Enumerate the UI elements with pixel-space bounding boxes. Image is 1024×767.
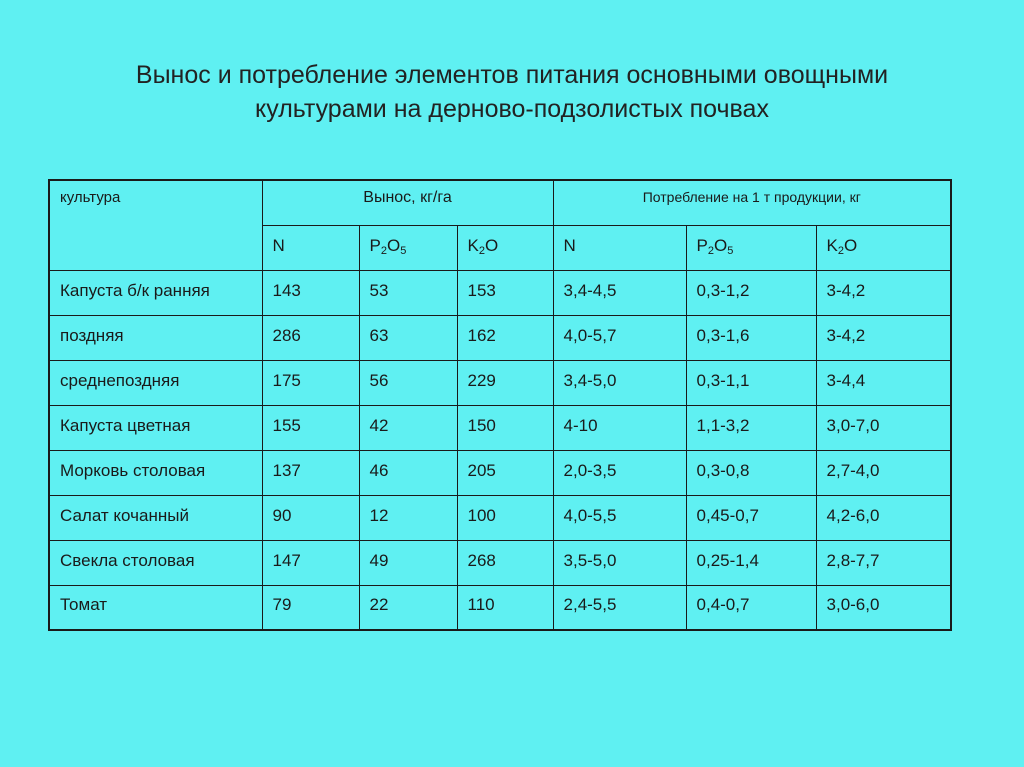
- table-row: [49, 360, 951, 405]
- cell-removal-n: 79: [262, 585, 359, 630]
- cell-consumption-p2o5: 0,3-0,8: [686, 450, 816, 495]
- cell-consumption-n: 3,4-5,0: [553, 360, 686, 405]
- header-crop: культура: [49, 180, 262, 270]
- cell-crop: Морковь столовая: [49, 450, 262, 495]
- cell-consumption-n: 4-10: [553, 405, 686, 450]
- cell-removal-p2o5: 56: [359, 360, 457, 405]
- cell-consumption-n: 3,4-4,5: [553, 270, 686, 315]
- cell-removal-k2o: 110: [457, 585, 553, 630]
- cell-consumption-k2o: 3,0-7,0: [816, 405, 951, 450]
- cell-removal-p2o5: 12: [359, 495, 457, 540]
- cell-crop: Свекла столовая: [49, 540, 262, 585]
- cell-removal-p2o5: 46: [359, 450, 457, 495]
- cell-removal-k2o: 268: [457, 540, 553, 585]
- cell-removal-k2o: 100: [457, 495, 553, 540]
- cell-consumption-n: 4,0-5,5: [553, 495, 686, 540]
- cell-crop: Салат кочанный: [49, 495, 262, 540]
- slide-title: [40, 58, 984, 126]
- nutrient-table: [48, 179, 952, 631]
- cell-removal-p2o5: 42: [359, 405, 457, 450]
- header-removal: Вынос, кг/га: [262, 180, 553, 225]
- title-line-2: культурами на дерново-подзолистых почвах: [255, 95, 769, 123]
- cell-consumption-n: 4,0-5,7: [553, 315, 686, 360]
- cell-crop: среднепоздняя: [49, 360, 262, 405]
- cell-consumption-k2o: 4,2-6,0: [816, 495, 951, 540]
- cell-removal-n: 147: [262, 540, 359, 585]
- cell-consumption-n: 3,5-5,0: [553, 540, 686, 585]
- cell-removal-n: 175: [262, 360, 359, 405]
- table-row: [49, 540, 951, 585]
- header-consumption-p2o5: $P_2O_5$: [686, 225, 816, 270]
- header-removal-p2o5: $P_2O_5$: [359, 225, 457, 270]
- cell-removal-p2o5: 63: [359, 315, 457, 360]
- cell-removal-n: 286: [262, 315, 359, 360]
- cell-consumption-k2o: 3-4,2: [816, 315, 951, 360]
- table-row: [49, 315, 951, 360]
- cell-removal-k2o: 229: [457, 360, 553, 405]
- header-removal-n: N: [262, 225, 359, 270]
- cell-crop: Капуста б/к ранняя: [49, 270, 262, 315]
- cell-removal-p2o5: 22: [359, 585, 457, 630]
- cell-consumption-k2o: 3-4,2: [816, 270, 951, 315]
- cell-consumption-n: 2,4-5,5: [553, 585, 686, 630]
- cell-consumption-p2o5: 0,3-1,6: [686, 315, 816, 360]
- cell-crop: Капуста цветная: [49, 405, 262, 450]
- cell-removal-n: 137: [262, 450, 359, 495]
- cell-crop: поздняя: [49, 315, 262, 360]
- header-consumption-k2o: $K_2O$: [816, 225, 951, 270]
- table-row: [49, 495, 951, 540]
- cell-consumption-p2o5: 0,3-1,1: [686, 360, 816, 405]
- cell-consumption-k2o: 2,8-7,7: [816, 540, 951, 585]
- table-row: [49, 405, 951, 450]
- cell-consumption-p2o5: 0,3-1,2: [686, 270, 816, 315]
- header-consumption-n: N: [553, 225, 686, 270]
- cell-consumption-k2o: 2,7-4,0: [816, 450, 951, 495]
- cell-removal-k2o: 162: [457, 315, 553, 360]
- cell-removal-n: 155: [262, 405, 359, 450]
- header-consumption: Потребление на 1 т продукции, кг: [553, 180, 951, 225]
- cell-consumption-p2o5: 1,1-3,2: [686, 405, 816, 450]
- cell-consumption-k2o: 3,0-6,0: [816, 585, 951, 630]
- table-row: [49, 585, 951, 630]
- table-row: [49, 450, 951, 495]
- cell-removal-n: 143: [262, 270, 359, 315]
- header-removal-k2o: $K_2O$: [457, 225, 553, 270]
- table-row: [49, 270, 951, 315]
- cell-removal-k2o: 205: [457, 450, 553, 495]
- cell-removal-k2o: 153: [457, 270, 553, 315]
- cell-removal-p2o5: 49: [359, 540, 457, 585]
- cell-removal-n: 90: [262, 495, 359, 540]
- cell-crop: Томат: [49, 585, 262, 630]
- cell-consumption-p2o5: 0,4-0,7: [686, 585, 816, 630]
- cell-consumption-p2o5: 0,45-0,7: [686, 495, 816, 540]
- cell-removal-k2o: 150: [457, 405, 553, 450]
- title-line-1: Вынос и потребление элементов питания основными овощными: [135, 61, 889, 89]
- cell-removal-p2o5: 53: [359, 270, 457, 315]
- cell-consumption-k2o: 3-4,4: [816, 360, 951, 405]
- cell-consumption-p2o5: 0,25-1,4: [686, 540, 816, 585]
- table-header-row-1: [49, 180, 951, 225]
- cell-consumption-n: 2,0-3,5: [553, 450, 686, 495]
